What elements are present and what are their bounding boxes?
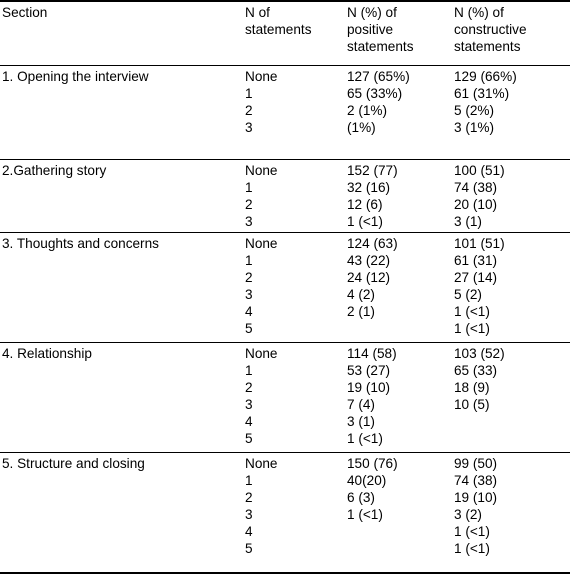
constructive-cell: 101 (51) 61 (31) 27 (14) 5 (2) 1 (<1) 1 (<1)	[454, 236, 505, 336]
section-cell: 5. Structure and closing	[2, 456, 145, 471]
table-row	[0, 233, 570, 343]
constructive-cell: 99 (50) 74 (38) 19 (10) 3 (2) 1 (<1) 1 (<1)	[454, 456, 498, 556]
constructive-cell: 103 (52) 65 (33) 18 (9) 10 (5)	[454, 346, 505, 412]
table-header-row	[0, 2, 570, 66]
positive-cell: 152 (77) 32 (16) 12 (6) 1 (<1)	[347, 163, 398, 229]
table-row	[0, 160, 570, 233]
table-row	[0, 66, 570, 160]
constructive-cell: 129 (66%) 61 (31%) 5 (2%) 3 (1%)	[454, 69, 517, 135]
n-statements-cell: None 1 2 3 4 5	[245, 346, 278, 446]
constructive-cell: 100 (51) 74 (38) 20 (10) 3 (1)	[454, 163, 505, 229]
n-statements-cell: None 1 2 3 4 5	[245, 456, 278, 556]
section-cell: 3. Thoughts and concerns	[2, 236, 159, 251]
n-statements-cell: None 1 2 3	[245, 69, 278, 135]
n-statements-cell: None 1 2 3 4 5	[245, 236, 278, 336]
header-n-statements: N of statements	[245, 5, 312, 37]
positive-cell: 150 (76) 40(20) 6 (3) 1 (<1)	[347, 456, 398, 522]
positive-cell: 114 (58) 53 (27) 19 (10) 7 (4) 3 (1) 1 (<1)	[347, 346, 397, 446]
header-constructive: N (%) of constructive statements	[454, 5, 527, 54]
table-row	[0, 343, 570, 453]
positive-cell: 127 (65%) 65 (33%) 2 (1%) (1%)	[347, 69, 410, 135]
section-cell: 2.Gathering story	[2, 163, 107, 178]
positive-cell: 124 (63) 43 (22) 24 (12) 4 (2) 2 (1)	[347, 236, 398, 319]
section-cell: 1. Opening the interview	[2, 69, 149, 84]
header-positive: N (%) of positive statements	[347, 5, 414, 54]
section-cell: 4. Relationship	[2, 346, 92, 361]
table-row	[0, 453, 570, 572]
n-statements-cell: None 1 2 3	[245, 163, 278, 229]
header-section: Section	[2, 5, 48, 20]
